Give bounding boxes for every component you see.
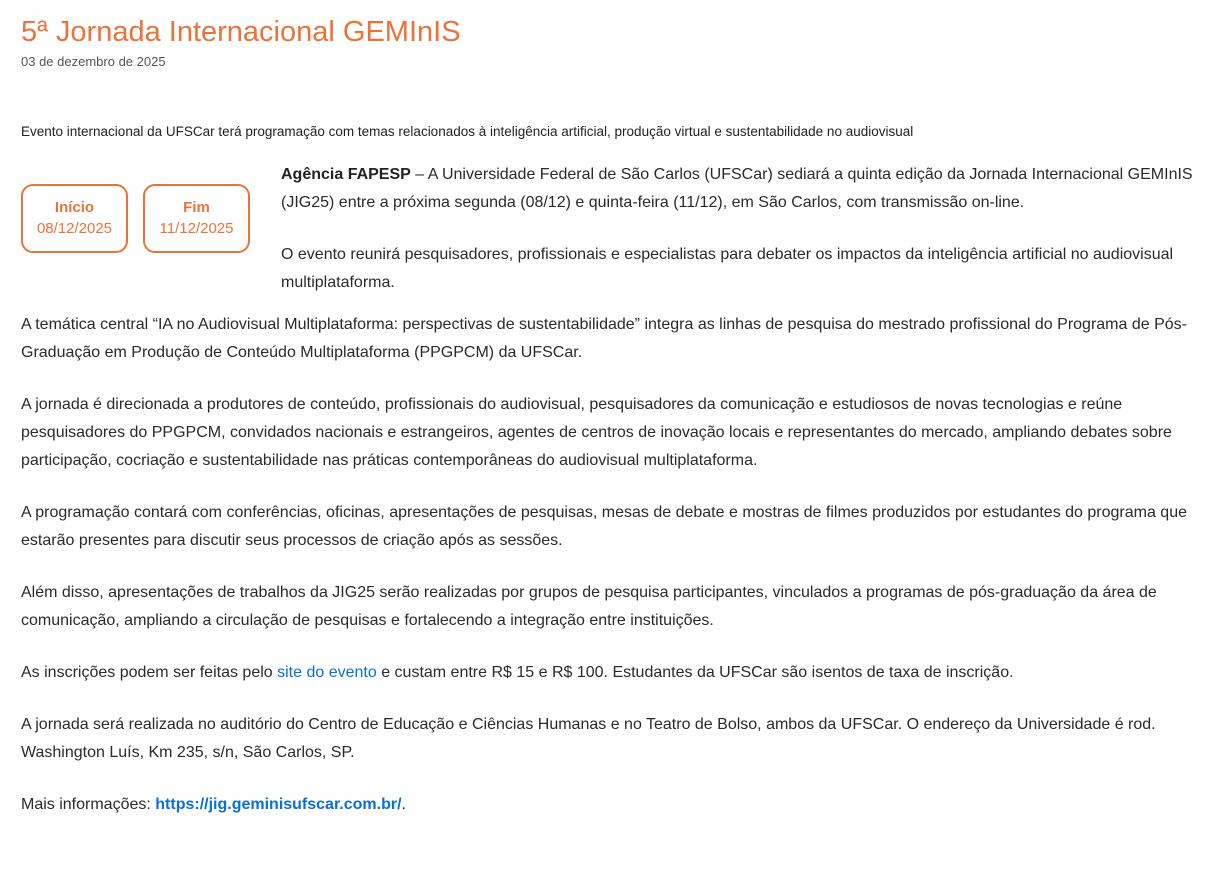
more-info-label: Mais informações: <box>21 796 156 813</box>
start-date-value: 08/12/2025 <box>36 219 113 237</box>
paragraph-5: A programação contará com conferências, oficinas, apresentações de pesquisas, mesas de debate e mostras de filmes produzidos por estudantes do programa que estarão presentes para discutir seus processos de criação após as sessões. <box>21 504 1187 549</box>
source-name: Agência FAPESP <box>281 166 411 183</box>
start-date-label: Início <box>54 198 95 216</box>
paragraph-6: Além disso, apresentações de trabalhos da JIG25 serão realizadas por grupos de pesquisa participantes, vinculados a programas de pós-graduação da área de comunicação, ampliando a circulação de pesquisas e fortalecendo a integração entre instituições. <box>21 584 1157 629</box>
paragraph-7-after: e custam entre R$ 15 e R$ 100. Estudantes da UFSCar são isentos de taxa de inscrição. <box>376 664 1014 681</box>
paragraph-7-before: As inscrições podem ser feitas pelo <box>21 664 278 681</box>
paragraph-9 <box>21 791 1198 819</box>
paragraph-2: O evento reunirá pesquisadores, profissionais e especialistas para debater os impactos da inteligência artificial no audiovisual multiplataforma. <box>281 246 1174 291</box>
article-subtitle: Evento internacional da UFSCar terá programação com temas relacionados à inteligência artificial, produção virtual e sustentabilidade no audiovisual <box>21 124 914 139</box>
more-info-period: . <box>401 796 406 813</box>
paragraph-4: A jornada é direcionada a produtores de conteúdo, profissionais do audiovisual, pesquisadores da comunicação e estudiosos de novas tecnologias e reúne pesquisadores do PPGPCM, convidados nacionais e estrangeiros, agentes de centros de inovação locais e representantes do mercado, ampliando debates sobre participação, cocriação e sustentabilidade nas práticas contemporâneas do audiovisual multiplataforma. <box>21 396 1172 469</box>
more-info-link[interactable]: https://jig.geminisufscar.com.br/ <box>155 796 402 813</box>
start-date-box <box>21 184 128 253</box>
event-site-link[interactable]: site do evento <box>277 664 377 681</box>
paragraph-3: A temática central “IA no Audiovisual Multiplataforma: perspectivas de sustentabilidade” integra as linhas de pesquisa do mestrado profissional do Programa de Pós-Graduação em Produção de Conteúdo Multiplataforma (PPGPCM) da UFSCar. <box>21 316 1187 361</box>
publish-date: 03 de dezembro de 2025 <box>21 54 166 69</box>
end-date-value: 11/12/2025 <box>159 219 234 237</box>
paragraph-8: A jornada será realizada no auditório do Centro de Educação e Ciências Humanas e no Teatro de Bolso, ambos da UFSCar. O endereço da Universidade é rod. Washington Luís, Km 235, s/n, São Carlos, SP. <box>21 716 1156 761</box>
end-date-box <box>143 184 250 253</box>
paragraph-7 <box>21 659 1198 687</box>
page-title: 5ª Jornada Internacional GEMInIS <box>21 16 461 48</box>
paragraph-1 <box>281 161 1198 217</box>
end-date-label: Fim <box>183 198 210 216</box>
intro-text <box>281 161 1198 297</box>
event-dates <box>21 184 250 253</box>
paragraph-1-text: – A Universidade Federal de São Carlos (UFSCar) sediará a quinta edição da Jornada Internacional GEMInIS (JIG25) entre a próxima segunda (08/12) e quinta-feira (11/12), em São Carlos, com transmissão on-line. <box>281 166 1193 211</box>
intro-section <box>21 161 1198 311</box>
